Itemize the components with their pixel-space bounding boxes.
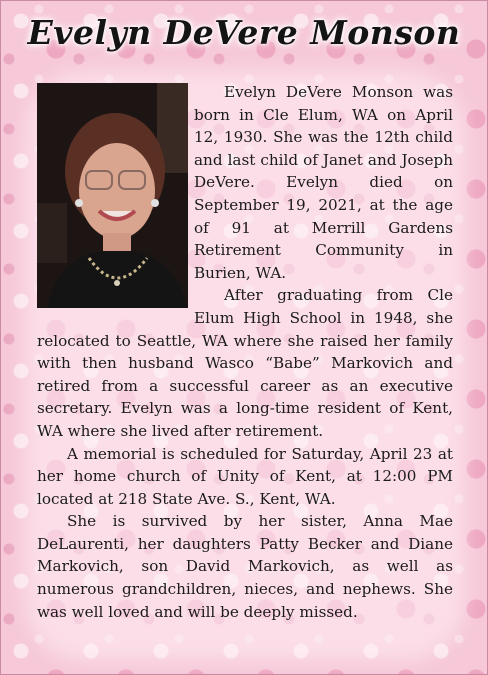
paragraph-birth: Evelyn DeVere Monson was born in Cle Elum, WA on April 12, 1930. She was the 12th child and last child of Janet and Joseph DeVere. Evelyn died on September 19, 2021, at the age of 91 at Merrill Gardens Retirement Community in Burien, WA.	[194, 83, 453, 282]
paragraph-memorial: A memorial is scheduled for Saturday, April 23 at her home church of Unity of Kent, at 12:00 PM located at 218 State Ave. S., Kent, WA.	[37, 444, 453, 508]
paragraph-career: After graduating from Cle Elum High School in 1948, she relocated to Seattle, WA where she raised her family with then husband Wasco “Babe” Markovich and retired from a successful career as an executive secretary. Evelyn was a long-time resident of Kent, WA where she lived after retirement.	[37, 286, 453, 440]
obituary-body	[37, 81, 453, 623]
obituary-title: Evelyn DeVere Monson	[27, 13, 461, 52]
paragraph-survivors: She is survived by her sister, Anna Mae DeLaurenti, her daughters Patty Becker and Diane Markovich, son David Markovich, as well as numerous grandchildren, nieces, and nephews. She was well loved and will be deeply missed.	[37, 512, 453, 621]
photo-spacer	[37, 81, 194, 309]
